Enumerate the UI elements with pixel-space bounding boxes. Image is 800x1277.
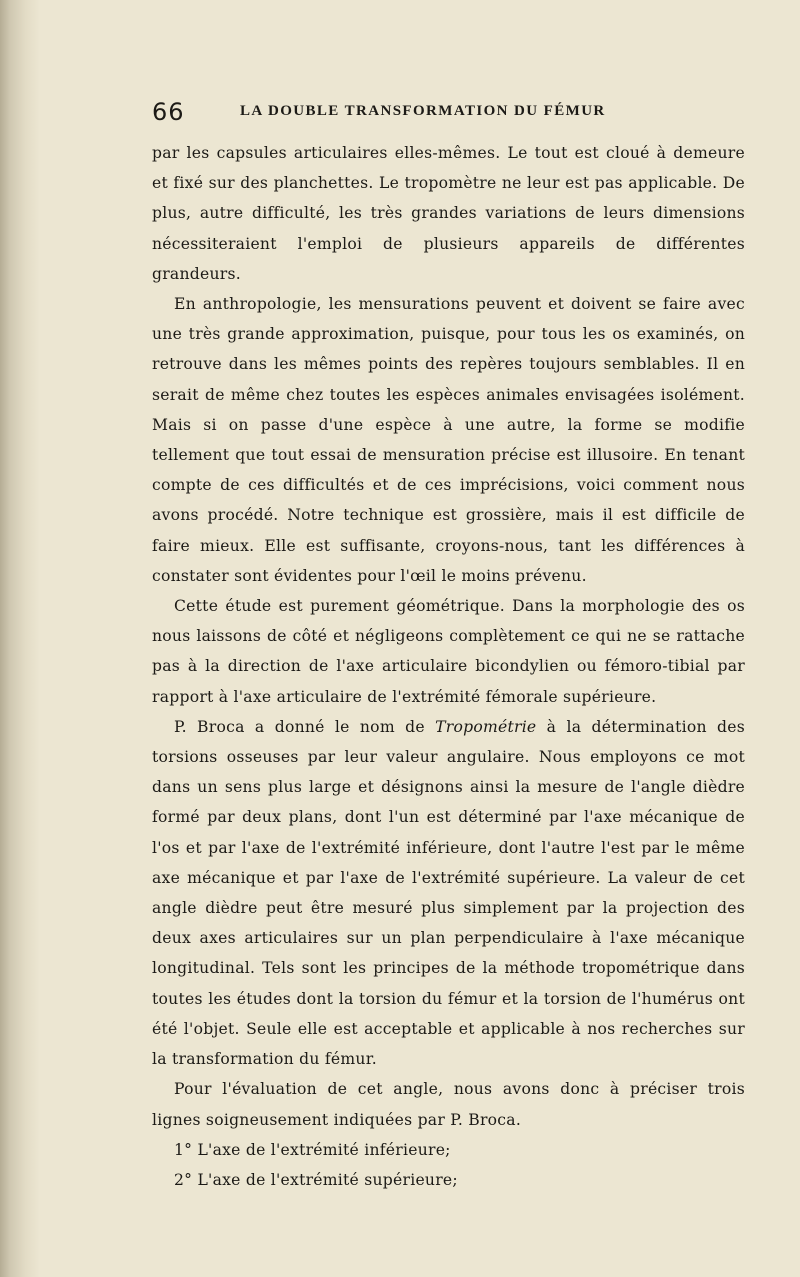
body-text [152,138,745,1195]
list-text: L'axe de l'extrémité supérieure; [197,1170,458,1189]
list-item [152,1135,745,1165]
paragraph-tropometrie-after: à la détermination des torsions osseuses par leur valeur angulaire. Nous employons ce mot dans un sens plus large et désignons ainsi la mesure de l'angle dièdre formé par deux plans, dont l'un est déterminé par l'axe mécanique de l'os et par l'axe de l'extrémité inférieure, dont l'autre l'est par le même axe mécanique et par l'axe de l'extrémité supérieure. La valeur de cet angle dièdre peut être mesuré plus simplement par la projection des deux axes articulaires sur un plan perpendiculaire à l'axe mécanique longitudinal. Tels sont les principes de la méthode tropométrique dans toutes les études dont la torsion du fémur et la torsion de l'humérus ont été l'objet. Seule elle est acceptable et applicable à nos recherches sur la transformation du fémur. [152,717,745,1069]
page-number: 66 [152,98,185,126]
list-text: L'axe de l'extrémité inférieure; [197,1140,451,1159]
paragraph-continuation: par les capsules articulaires elles-mêmes. Le tout est cloué à demeure et fixé sur des planchettes. Le tropomètre ne leur est pas applicable. De plus, autre difficulté, les très grandes variations de leurs dimensions nécessiteraient l'emploi de plusieurs appareils de différentes grandeurs. [152,144,745,283]
paragraph-tropometrie [152,712,745,1074]
paragraph-etude-geometrique: Cette étude est purement géométrique. Dans la morphologie des os nous laissons de côté et négligeons complètement ce qui ne se rattache pas à la direction de l'axe articulaire bicondylien ou fémoro-tibial par rapport à l'axe articulaire de l'extrémité fémorale supérieure. [152,597,745,706]
paragraph-tropometrie-before: P. Broca a donné le nom de [174,717,436,736]
list-item [152,1165,745,1195]
running-title: LA DOUBLE TRANSFORMATION DU FÉMUR [240,103,606,119]
list-marker: 2° [174,1170,193,1189]
paragraph-anthropologie: En anthropologie, les mensurations peuvent et doivent se faire avec une très grande approximation, puisque, pour tous les os examinés, on retrouve dans les mêmes points des repères toujours semblables. Il en serait de même chez toutes les espèces animales envisagées isolément. Mais si on passe d'une espèce à une autre, la forme se modifie tellement que tout essai de mensuration précise est illusoire. En tenant compte de ces difficultés et de ces imprécisions, voici comment nous avons procédé. Notre technique est grossière, mais il est difficile de faire mieux. Elle est suffisante, croyons-nous, tant les différences à constater sont évidentes pour l'œil le moins prévenu. [152,295,745,585]
paragraph-evaluation: Pour l'évaluation de cet angle, nous avons donc à préciser trois lignes soigneusement indiquées par P. Broca. [152,1080,745,1129]
running-head [152,98,745,128]
list-marker: 1° [174,1140,193,1159]
term-tropometrie: Tropométrie [435,717,537,736]
